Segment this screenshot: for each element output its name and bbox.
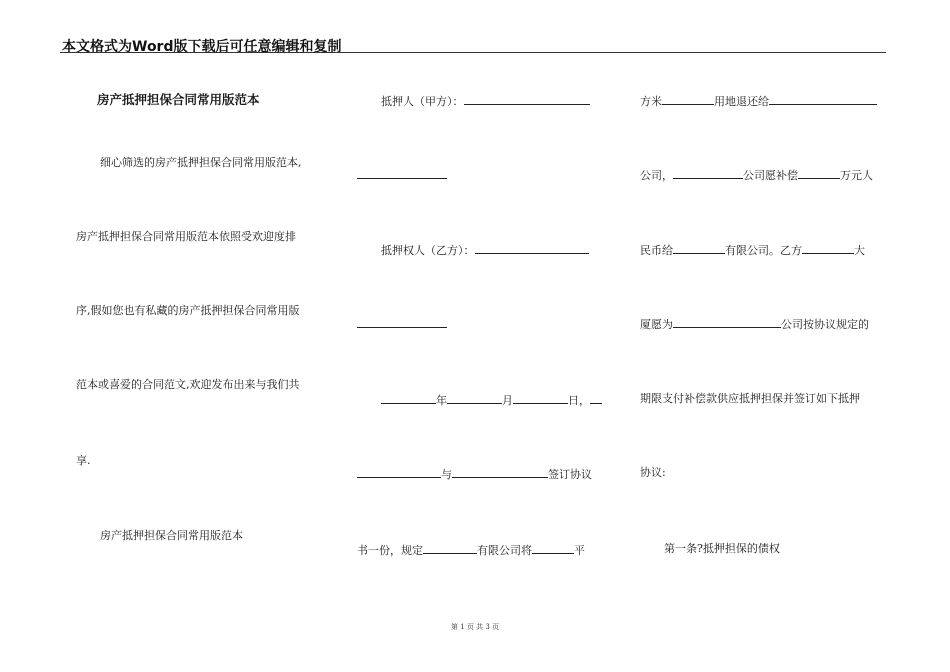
blank-field — [452, 466, 548, 478]
date-line — [381, 392, 602, 408]
blank-field — [475, 242, 589, 254]
blank-field — [590, 392, 602, 404]
text-segment: 民币给 — [640, 244, 673, 257]
col3-line-4 — [640, 316, 869, 332]
text-segment: 方米 — [640, 95, 662, 108]
col3-line-2 — [640, 167, 873, 183]
sign-line — [357, 466, 592, 482]
blank-line — [357, 316, 447, 332]
blank-field — [423, 542, 477, 554]
blank-field — [381, 392, 436, 404]
book-line — [357, 542, 585, 558]
col3-line-5: 期限支付补偿款供应抵押担保并签订如下抵押 — [640, 392, 860, 405]
blank-field — [447, 392, 502, 404]
blank-field — [464, 93, 590, 105]
blank-field — [357, 316, 447, 328]
text-segment: 公司按协议规定的 — [781, 318, 869, 331]
date-day: 日， — [568, 394, 590, 407]
ping-text: 平 — [574, 544, 585, 557]
mortgagor-line — [381, 93, 590, 109]
blank-field — [802, 242, 854, 254]
paragraph-line: 范本或喜爱的合同范文,欢迎发布出来与我们共 — [76, 378, 300, 391]
text-segment: 有限公司。乙方 — [725, 244, 802, 257]
blank-line — [357, 167, 447, 183]
blank-field — [513, 392, 568, 404]
text-segment: 厦愿为 — [640, 318, 673, 331]
company-text: 有限公司将 — [477, 544, 532, 557]
date-month: 月 — [502, 394, 513, 407]
sign-text: 签订协议 — [548, 468, 592, 481]
mortgagee-label: 抵押权人（乙方）： — [381, 244, 475, 257]
book-text: 书一份，规定 — [357, 544, 423, 557]
mortgagee-line — [381, 242, 589, 258]
document-title: 房产抵押担保合同常用版范本 — [97, 92, 260, 107]
mortgagor-label: 抵押人（甲方）： — [381, 95, 464, 108]
col3-line-6: 协议: — [640, 466, 666, 479]
blank-field — [357, 466, 441, 478]
paragraph-line: 细心筛选的房产抵押担保合同常用版范本, — [100, 156, 302, 169]
text-segment: 公司愿补偿 — [743, 169, 798, 182]
blank-field — [532, 542, 574, 554]
with-text: 与 — [441, 468, 452, 481]
subheading: 房产抵押担保合同常用版范本 — [100, 529, 243, 542]
blank-field — [357, 167, 447, 179]
header-divider — [60, 52, 886, 53]
article-heading: 第一条?抵押担保的债权 — [664, 542, 780, 555]
blank-field — [798, 167, 840, 179]
blank-field — [673, 316, 781, 328]
blank-field — [769, 93, 877, 105]
date-year: 年 — [436, 394, 447, 407]
paragraph-line: 房产抵押担保合同常用版范本依照受欢迎度排 — [76, 230, 296, 243]
text-segment: 用地退还给 — [714, 95, 769, 108]
text-segment: 万元人 — [840, 169, 873, 182]
blank-field — [673, 242, 725, 254]
paragraph-line: 序,假如您也有私藏的房产抵押担保合同常用版 — [76, 304, 300, 317]
paragraph-line: 享. — [76, 454, 91, 467]
text-segment: 大 — [854, 244, 865, 257]
page-number: 第 1 页 共 3 页 — [450, 623, 500, 631]
blank-field — [673, 167, 743, 179]
text-segment: 公司， — [640, 169, 673, 182]
col3-line-3 — [640, 242, 865, 258]
document-header: 本文格式为Word版下载后可任意编辑和复制 — [62, 39, 342, 55]
col3-line-1 — [640, 93, 877, 109]
blank-field — [662, 93, 714, 105]
